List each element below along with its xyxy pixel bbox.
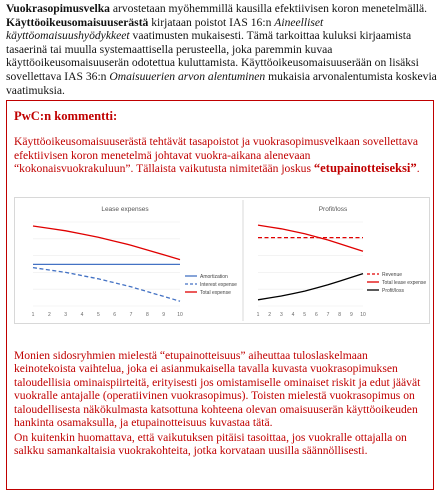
comment-p1-end: . [416, 162, 420, 176]
x-tick-label: 5 [303, 312, 307, 318]
intro-text-4: mukaisia arvonalentumista koskevia vaatimuksia. [6, 69, 437, 97]
x-tick-label: 9 [162, 312, 166, 318]
front-loaded-term: “etupainotteiseksi” [313, 161, 417, 176]
chart-title: Lease expenses [101, 206, 149, 213]
x-tick-label: 4 [80, 312, 84, 318]
x-tick-label: 9 [349, 312, 353, 318]
x-tick-label: 2 [47, 312, 51, 318]
box-title: PwC:n kommentti: [14, 109, 118, 123]
legend-label: Profit/loss [382, 288, 404, 294]
series-line [33, 226, 180, 260]
x-tick-label: 7 [129, 312, 133, 318]
x-tick-label: 10 [177, 312, 183, 318]
intro-text-2: kirjataan poistot IAS 16:n [148, 15, 275, 29]
intro-text-1: arvostetaan myöhemmillä kausilla efektiivisen koron menetelmällä. [109, 2, 428, 15]
x-tick-label: 1 [31, 312, 35, 318]
x-tick-label: 7 [326, 312, 330, 318]
x-tick-label: 3 [64, 312, 68, 318]
comment-paragraph-3: On kuitenkin huomattava, että vaikutuksen pitäisi tasoittaa, jos vuokralle ottajalla on salkku samankaltaisia vuokrakohteita, jotka korvataan uusilla säännöllisesti. [14, 431, 407, 458]
ias16-title: Aineelliset käyttöomaisuushyödykkeet [6, 15, 324, 43]
comment-p1-text: Käyttöoikeusomaisuuserästä tehtävät tasapoistot ja vuokrasopimusvelkaan sovellettava efektiivisen koron menetelmä johtavat vuokra-aikana alenevaan “kokonaisvuokrakuluun”. Tällaista vaikutusta nimitetään joskus [14, 135, 419, 176]
term-right-of-use: Käyttöoikeusomaisuuserästä [6, 15, 149, 29]
x-tick-label: 6 [113, 312, 117, 318]
x-tick-label: 10 [360, 312, 366, 318]
x-tick-label: 8 [145, 312, 149, 318]
legend-label: Interest expense [200, 282, 237, 288]
comment-paragraph-2: Monien sidosryhmien mielestä “etupainotteisuus” aiheuttaa tuloslaskelmaan keinotekoista vaihtelua, joka ei asianmukaisella tavalla kuvasta vuokrasopimuksen taloudellisia ominaispiirteitä, erityisesti jos omistamiselle ominaiset riskit ja edut jäävät vuokralle antajalle (operatiivinen vuokrasopimus). Toisten mielestä vuokrasopimus on taloudellisesta näkökulmasta katsottuna kohteena olevan omaisuuserän käyttöoikeuden hankinta osamaksulla, ja etupainotteisuus kuvastaa tätä. [14, 349, 421, 430]
x-tick-label: 2 [268, 312, 272, 318]
ias36-title: Omaisuuerien arvon alentuminen [109, 69, 266, 83]
x-tick-label: 4 [291, 312, 295, 318]
term-lease-liability: Vuokrasopimusvelka [6, 2, 110, 15]
x-tick-label: 8 [338, 312, 342, 318]
legend-label: Amortization [200, 274, 228, 280]
legend-label: Total lease expense [382, 280, 427, 286]
pwc-comment-box [6, 100, 434, 490]
legend-label: Revenue [382, 272, 403, 278]
x-tick-label: 6 [314, 312, 318, 318]
series-line [258, 274, 363, 300]
x-tick-label: 3 [279, 312, 283, 318]
x-tick-label: 1 [256, 312, 260, 318]
x-tick-label: 5 [96, 312, 100, 318]
chart-title: Profit/loss [318, 206, 348, 213]
comment-paragraph-1 [14, 135, 428, 176]
intro-paragraph [6, 2, 440, 97]
legend-label: Total expense [200, 290, 231, 296]
intro-text-3: vaatimusten mukaisesti. Tämä tarkoittaa kuluksi kirjaamista tasaerinä tai muulla systemaattisella perusteella, joka paremmin kuvaa käyttöoikeusomaisuuserän odotettua kuluttamista. Käyttöoikeusomaisuuserään on lisäksi sovellettava IAS 36:n [6, 29, 419, 83]
charts-panel [14, 197, 430, 324]
charts-svg [15, 198, 429, 323]
